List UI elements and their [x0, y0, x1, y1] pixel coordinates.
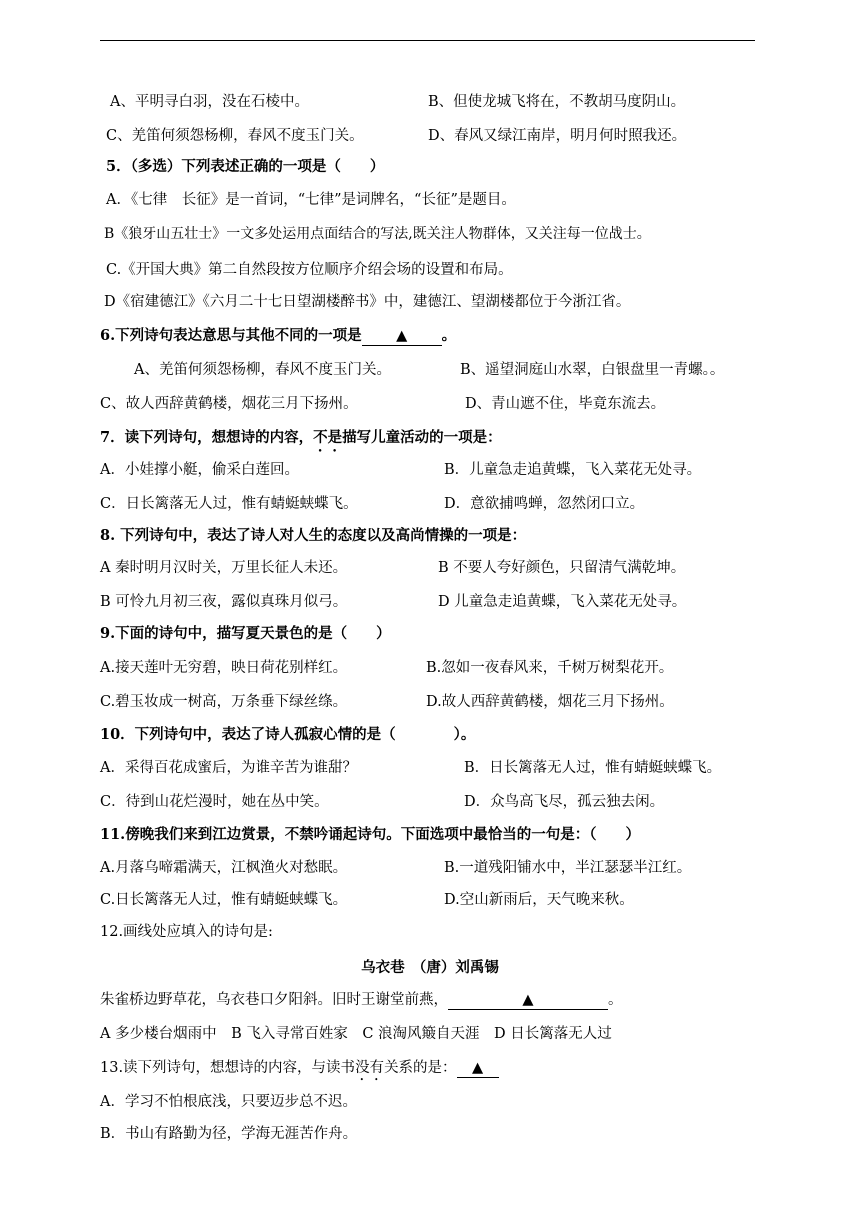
question-7 [100, 428, 502, 455]
q11-option-b: B.一道残阳铺水中，半江瑟瑟半江红。 [444, 860, 692, 876]
question-5: 5．（多选）下列表述正确的一项是（ ） [106, 158, 385, 175]
q6-option-c: C、故人西辞黄鹤楼，烟花三月下扬州。 [100, 396, 358, 412]
q11-option-d: D.空山新雨后，天气晚来秋。 [444, 892, 634, 908]
q7-option-b: B．儿童急走追黄蝶，飞入菜花无处寻。 [444, 462, 702, 478]
q7-option-c: C．日长篱落无人过，惟有蜻蜓蛱蝶飞。 [100, 496, 358, 512]
question-7-text-end: 描写儿童活动的一项是： [342, 429, 502, 446]
header-rule [100, 40, 755, 41]
q9-option-a: A.接天莲叶无穷碧，映日荷花别样红。 [100, 660, 348, 676]
q4-option-b: B、但使龙城飞将在，不教胡马度阴山。 [428, 94, 686, 110]
q7-option-d: D．意欲捕鸣蝉，忽然闭口立。 [444, 496, 645, 512]
question-12: 12.画线处应填入的诗句是: [100, 924, 273, 940]
q12-options: A 多少楼台烟雨中 B 飞入寻常百姓家 C 浪淘风簸自天涯 D 日长篱落无人过 [100, 1026, 612, 1042]
q11-option-c: C.日长篱落无人过，惟有蜻蜓蛱蝶飞。 [100, 892, 348, 908]
question-13-text-end: 关系的是： [384, 1060, 457, 1076]
question-6 [100, 326, 456, 346]
question-6-text: 6.下列诗句表达意思与其他不同的一项是 [100, 327, 362, 344]
q9-option-c: C.碧玉妆成一树高，万条垂下绿丝绦。 [100, 694, 348, 710]
q10-option-a: A．采得百花成蜜后，为谁辛苦为谁甜？ [100, 760, 357, 776]
q5-option-b: B《狼牙山五壮士》一文多处运用点面结合的写法,既关注人物群体，又关注每一位战士。 [104, 226, 651, 242]
q6-option-b: B、遥望洞庭山水翠，白银盘里一青螺。。 [460, 362, 725, 378]
question-6-end: 。 [441, 327, 457, 344]
poem-end: 。 [608, 992, 623, 1008]
question-11: 11.傍晚我们来到江边赏景，不禁吟诵起诗句。下面选项中最恰当的一句是：（ ） [100, 826, 640, 843]
answer-blank [362, 327, 442, 346]
q13-option-a: A．学习不怕根底浅，只要迈步总不迟。 [100, 1094, 357, 1110]
triangle-marker-icon: ▲ [396, 327, 408, 344]
q9-option-b: B.忽如一夜春风来，千树万树梨花开。 [426, 660, 674, 676]
question-13 [100, 1058, 499, 1084]
question-7-text: 7．读下列诗句，想想诗的内容， [100, 429, 314, 446]
q5-option-d: D《宿建德江》《六月二十七日望湖楼醉书》中，建德江、望湖楼都位于今浙江省。 [104, 294, 631, 310]
question-13-text: 13.读下列诗句，想想诗的内容，与读书 [100, 1060, 356, 1076]
q5-option-a: A．《七律 长征》是一首词，“七律”是词牌名，“长征”是题目。 [106, 192, 516, 208]
triangle-marker-icon: ▲ [471, 1060, 484, 1076]
question-8: 8. 下列诗句中，表达了诗人对人生的态度以及高尚情操的一项是： [100, 527, 527, 544]
q5-option-c: C.《开国大典》第二自然段按方位顺序介绍会场的设置和布局。 [106, 262, 513, 278]
triangle-marker-icon: ▲ [522, 992, 534, 1008]
q10-option-d: D．众鸟高飞尽，孤云独去闲。 [464, 794, 665, 810]
q7-option-a: A．小娃撑小艇，偷采白莲回。 [100, 462, 299, 478]
q11-option-a: A.月落乌啼霜满天，江枫渔火对愁眠。 [100, 860, 348, 876]
q4-option-d: D、春风又绿江南岸，明月何时照我还。 [428, 128, 687, 144]
q8-option-d: D 儿童急走追黄蝶，飞入菜花无处寻。 [438, 594, 687, 610]
q10-option-b: B．日长篱落无人过，惟有蜻蜓蛱蝶飞。 [464, 760, 722, 776]
poem-text: 朱雀桥边野草花，乌衣巷口夕阳斜。旧时王谢堂前燕， [100, 992, 448, 1008]
q6-option-d: D、青山遮不住，毕竟东流去。 [465, 396, 666, 412]
poem-line [100, 990, 623, 1010]
q8-option-a: A 秦时明月汉时关，万里长征人未还。 [100, 560, 348, 576]
q8-option-c: B 可怜九月初三夜，露似真珠月似弓。 [100, 594, 348, 610]
q8-option-b: B 不要人夸好颜色，只留清气满乾坤。 [438, 560, 686, 576]
question-10: 10．下列诗句中，表达了诗人孤寂心情的是（ ）。 [100, 726, 476, 743]
answer-blank [457, 1059, 499, 1078]
question-9: 9.下面的诗句中，描写夏天景色的是（ ） [100, 625, 391, 642]
q4-option-a: A、平明寻白羽，没在石棱中。 [110, 94, 309, 110]
q6-option-a: A、羌笛何须怨杨柳，春风不度玉门关。 [134, 362, 391, 378]
question-7-emphasis: 不是 [313, 429, 343, 446]
question-13-emphasis: 没有 [355, 1060, 385, 1076]
q13-option-b: B．书山有路勤为径，学海无涯苦作舟。 [100, 1126, 358, 1142]
poem-title: 乌衣巷 （唐）刘禹锡 [361, 959, 499, 976]
poem-blank [448, 991, 608, 1010]
q9-option-d: D.故人西辞黄鹤楼，烟花三月下扬州。 [426, 694, 674, 710]
q4-option-c: C、羌笛何须怨杨柳，春风不度玉门关。 [106, 128, 364, 144]
q10-option-c: C．待到山花烂漫时，她在丛中笑。 [100, 794, 329, 810]
